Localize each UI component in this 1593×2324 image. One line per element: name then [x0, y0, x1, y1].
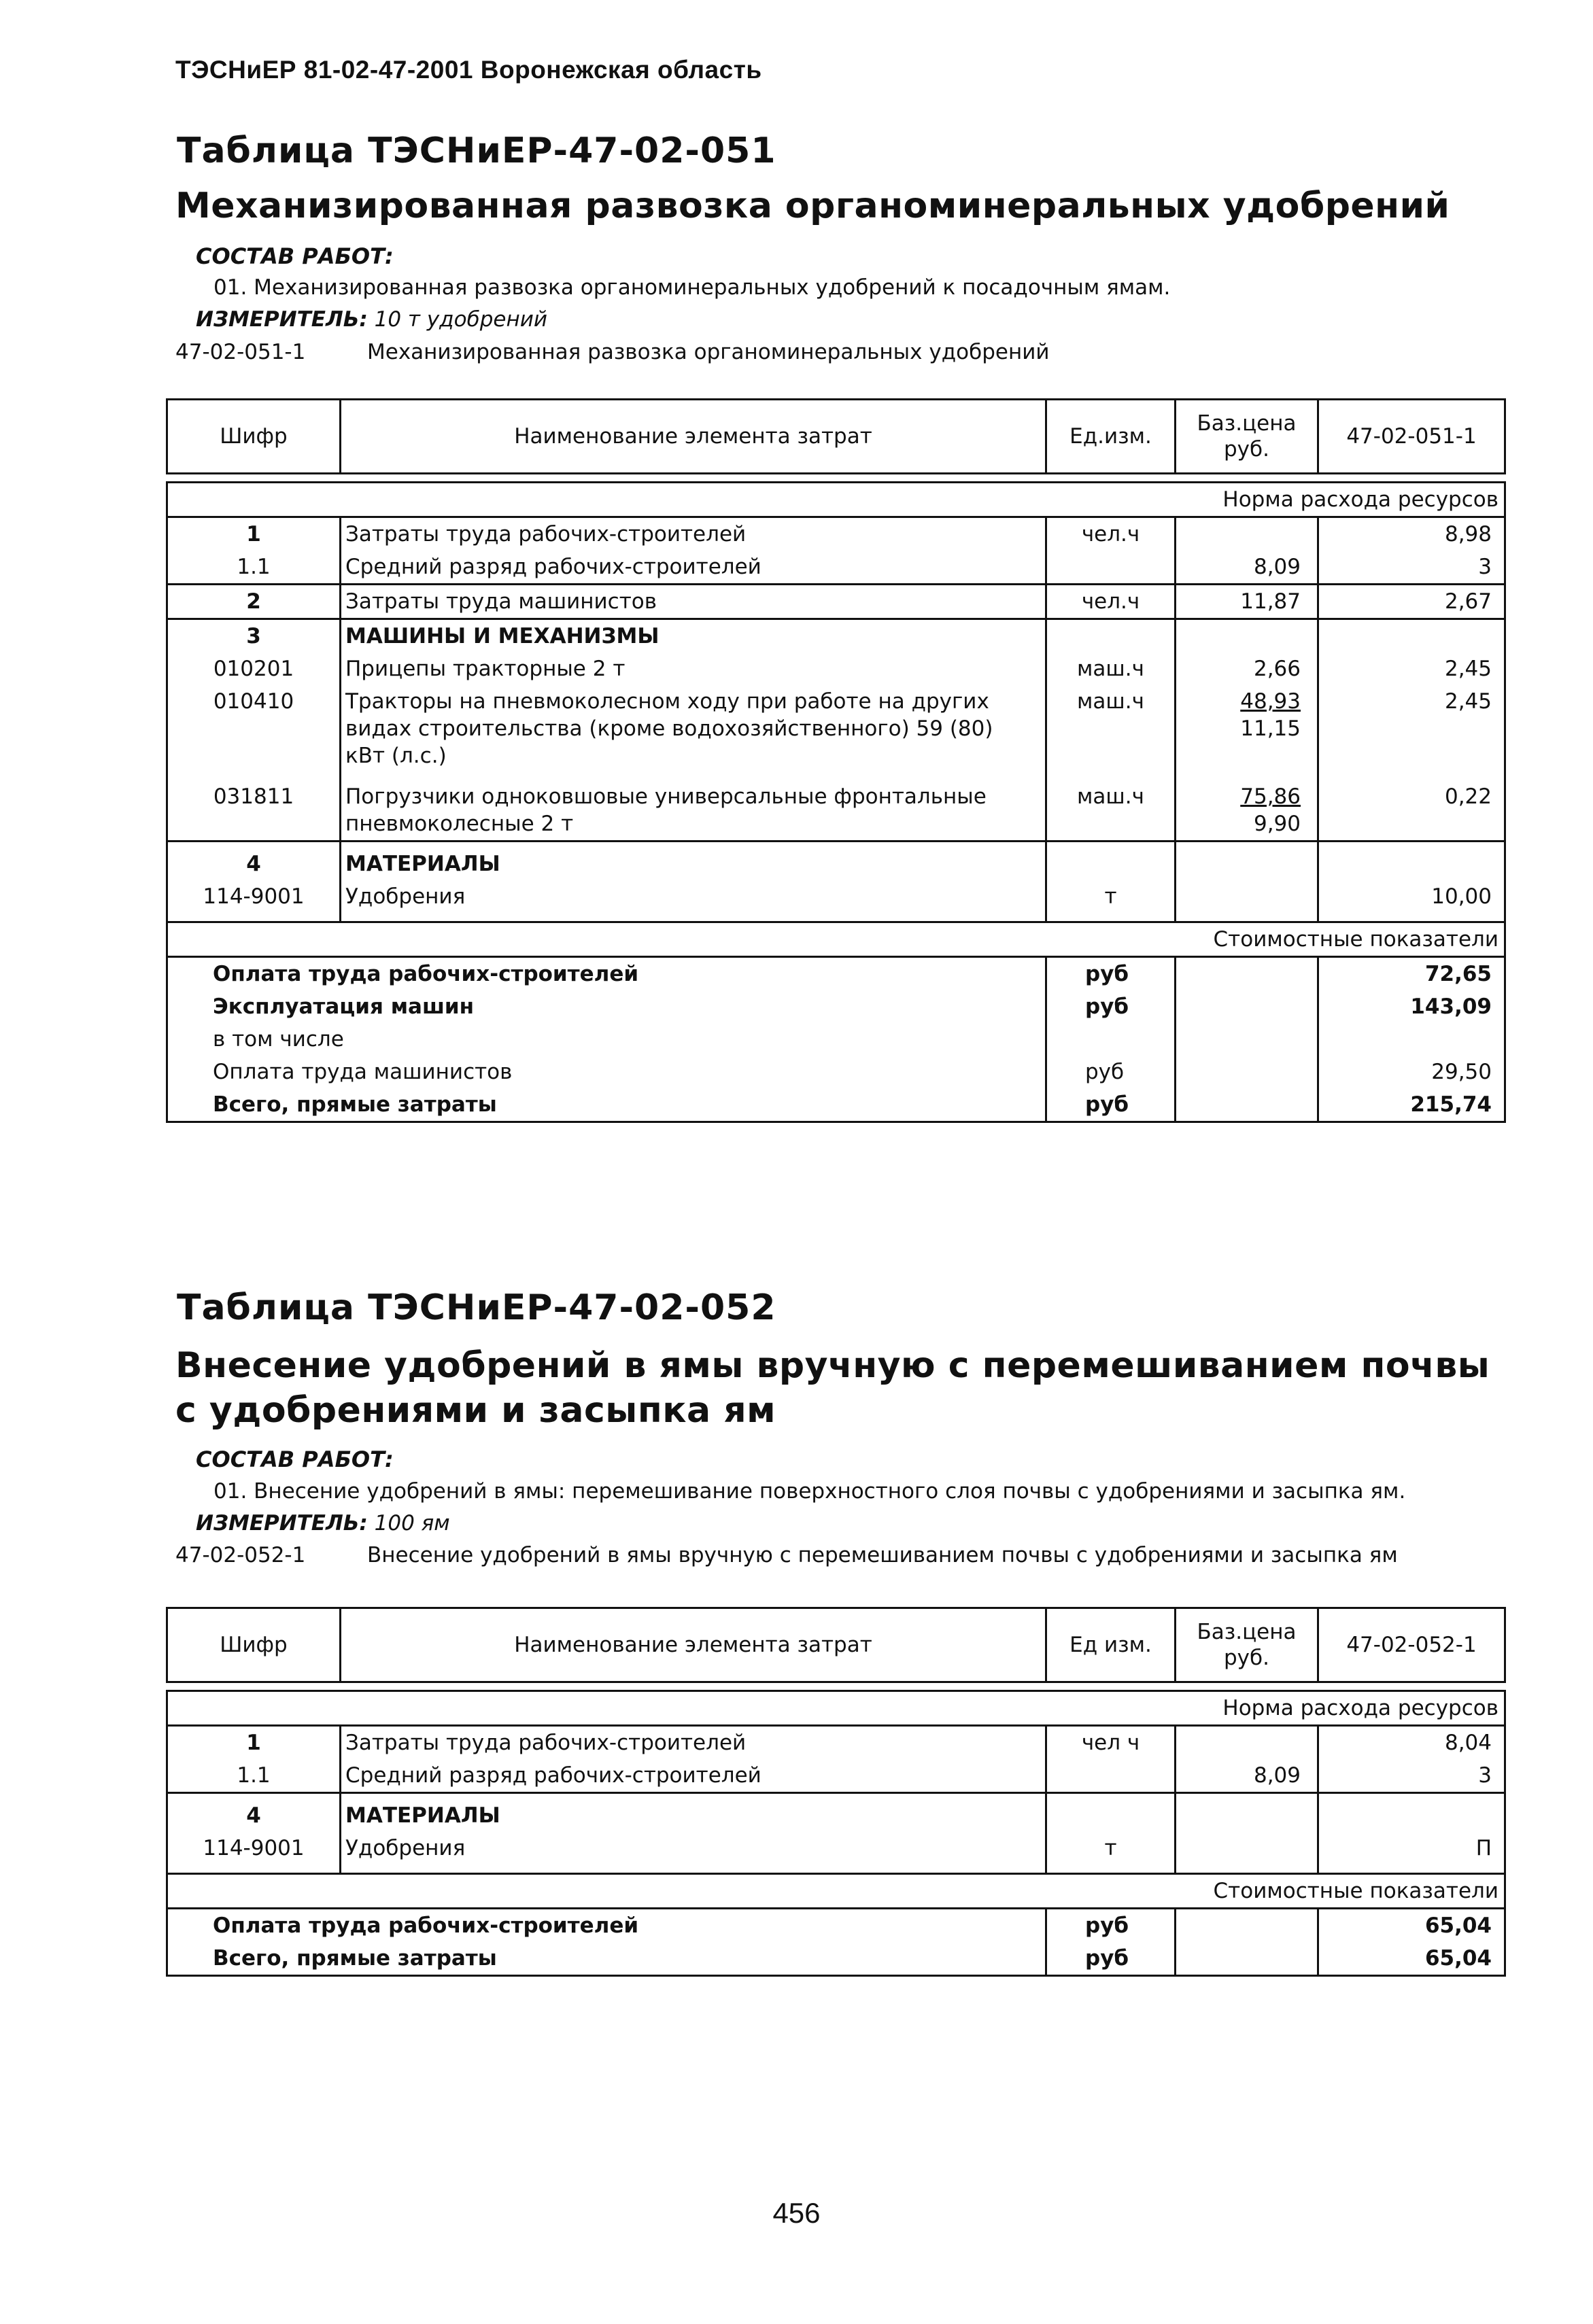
summary-unit: руб — [1046, 957, 1176, 991]
table-header-row — [167, 400, 1505, 474]
row-code: 010201 — [167, 653, 341, 685]
summary-label: Всего, прямые затраты — [167, 1942, 1046, 1976]
summary-row — [167, 990, 1505, 1023]
row-code: 114-9001 — [167, 1832, 341, 1874]
row-name: МАТЕРИАЛЫ — [341, 842, 1046, 881]
row-unit: т — [1046, 880, 1176, 922]
table-row — [167, 772, 1505, 842]
header-shifr: Шифр — [167, 1608, 341, 1682]
row-value: 2,67 — [1318, 585, 1505, 619]
measure-label: ИЗМЕРИТЕЛЬ: — [196, 1511, 368, 1536]
norm-band-row — [167, 483, 1505, 517]
work-item: 01. Механизированная развозка органоминеральных удобрений к посадочным ямам. — [213, 275, 1171, 300]
header-col: 47-02-052-1 — [1318, 1608, 1505, 1682]
row-name: Затраты труда рабочих-строителей — [341, 1726, 1046, 1760]
summary-unit — [1046, 1023, 1176, 1056]
summary-unit: руб — [1046, 1909, 1176, 1943]
work-item: 01. Внесение удобрений в ямы: перемешивание поверхностного слоя почвы с удобрениями и засыпка ям. — [213, 1479, 1406, 1504]
row-name: МАШИНЫ И МЕХАНИЗМЫ — [341, 619, 1046, 653]
row-name: Затраты труда машинистов — [341, 585, 1046, 619]
row-price — [1176, 1793, 1318, 1833]
table-row — [167, 842, 1505, 881]
row-name: Затраты труда рабочих-строителей — [341, 517, 1046, 551]
table-title: Таблица ТЭСНиЕР-47-02-052 — [177, 1287, 776, 1328]
row-name: Средний разряд рабочих-строителей — [341, 1759, 1046, 1793]
row-price — [1176, 517, 1318, 551]
summary-label: Оплата труда машинистов — [167, 1056, 1046, 1088]
table-title: Таблица ТЭСНиЕР-47-02-051 — [177, 131, 776, 171]
row-unit: чел.ч — [1046, 585, 1176, 619]
row-price: 8,09 — [1176, 551, 1318, 585]
row-value: 2,45 — [1318, 653, 1505, 685]
row-code: 1.1 — [167, 1759, 341, 1793]
cost-band-row — [167, 922, 1505, 957]
measure-line — [196, 1511, 450, 1536]
measure-value: 100 ям — [374, 1511, 450, 1536]
row-name: Удобрения — [341, 1832, 1046, 1874]
gap-row — [167, 1682, 1505, 1691]
measure-label: ИЗМЕРИТЕЛЬ: — [196, 307, 368, 332]
row-unit: т — [1046, 1832, 1176, 1874]
norm-band: Норма расхода ресурсов — [1176, 483, 1505, 517]
norm-table — [166, 398, 1506, 1123]
summary-value: 29,50 — [1318, 1056, 1505, 1088]
row-code: 1.1 — [167, 551, 341, 585]
summary-value — [1318, 1023, 1505, 1056]
table-row — [167, 653, 1505, 685]
row-unit — [1046, 1759, 1176, 1793]
table-subtitle: Внесение удобрений в ямы вручную с перемешиванием почвы с удобрениями и засыпка ям — [175, 1345, 1490, 1431]
row-value — [1318, 1793, 1505, 1833]
header-price: Баз.цена руб. — [1176, 400, 1318, 474]
table-row — [167, 880, 1505, 922]
gap-row — [167, 474, 1505, 483]
code-line-desc: Внесение удобрений в ямы вручную с перемешиванием почвы с удобрениями и засыпка ям — [367, 1543, 1398, 1567]
row-code: 3 — [167, 619, 341, 653]
summary-unit: руб — [1046, 1056, 1176, 1088]
summary-unit: руб — [1046, 1942, 1176, 1976]
header-name: Наименование элемента затрат — [341, 1608, 1046, 1682]
row-value: 3 — [1318, 1759, 1505, 1793]
header-unit: Ед.изм. — [1046, 400, 1176, 474]
summary-unit: руб — [1046, 990, 1176, 1023]
table-row — [167, 1793, 1505, 1833]
table-row — [167, 517, 1505, 551]
summary-value: 65,04 — [1318, 1942, 1505, 1976]
code-line-code: 47-02-052-1 — [175, 1543, 306, 1567]
row-value — [1318, 842, 1505, 881]
row-price: 48,93 11,15 — [1176, 685, 1318, 772]
row-unit — [1046, 1793, 1176, 1833]
row-value — [1318, 619, 1505, 653]
row-name: Удобрения — [341, 880, 1046, 922]
table-row — [167, 1759, 1505, 1793]
summary-value: 143,09 — [1318, 990, 1505, 1023]
summary-row — [167, 1909, 1505, 1943]
summary-label: Оплата труда рабочих-строителей — [167, 1909, 1046, 1943]
table-row — [167, 619, 1505, 653]
row-code: 4 — [167, 1793, 341, 1833]
code-line — [175, 340, 1050, 364]
row-value: П — [1318, 1832, 1505, 1874]
norm-band-row — [167, 1691, 1505, 1726]
row-value: 10,00 — [1318, 880, 1505, 922]
row-value: 3 — [1318, 551, 1505, 585]
table-row — [167, 1726, 1505, 1760]
table-header-row — [167, 1608, 1505, 1682]
table-row — [167, 1832, 1505, 1874]
row-unit: чел ч — [1046, 1726, 1176, 1760]
summary-label: Оплата труда рабочих-строителей — [167, 957, 1046, 991]
summary-row — [167, 1023, 1505, 1056]
row-name: Средний разряд рабочих-строителей — [341, 551, 1046, 585]
row-name: Тракторы на пневмоколесном ходу при работе на других видах строительства (кроме водохозяйственного) 59 (80) кВт (л.с.) — [341, 685, 1046, 772]
row-code: 4 — [167, 842, 341, 881]
code-line-desc: Механизированная развозка органоминеральных удобрений — [367, 340, 1050, 364]
row-price — [1176, 619, 1318, 653]
row-code: 2 — [167, 585, 341, 619]
row-price: 11,87 — [1176, 585, 1318, 619]
code-line-code: 47-02-051-1 — [175, 340, 306, 364]
row-unit — [1046, 619, 1176, 653]
row-price — [1176, 1726, 1318, 1760]
row-unit: чел.ч — [1046, 517, 1176, 551]
running-head: ТЭСНиЕР 81-02-47-2001 Воронежская область — [175, 56, 762, 84]
header-shifr: Шифр — [167, 400, 341, 474]
row-price: 2,66 — [1176, 653, 1318, 685]
cost-band: Стоимостные показатели — [1176, 1874, 1505, 1909]
header-col: 47-02-051-1 — [1318, 400, 1505, 474]
row-value: 2,45 — [1318, 685, 1505, 772]
summary-label: Эксплуатация машин — [167, 990, 1046, 1023]
summary-label: в том числе — [167, 1023, 1046, 1056]
row-price — [1176, 1832, 1318, 1874]
summary-unit: руб — [1046, 1088, 1176, 1122]
row-code: 114-9001 — [167, 880, 341, 922]
cost-band: Стоимостные показатели — [1176, 922, 1505, 957]
table-row — [167, 551, 1505, 585]
summary-row — [167, 957, 1505, 991]
row-unit: маш.ч — [1046, 772, 1176, 842]
measure-line — [196, 307, 547, 332]
row-name: Погрузчики одноковшовые универсальные фронтальные пневмоколесные 2 т — [341, 772, 1046, 842]
row-unit — [1046, 551, 1176, 585]
row-code: 1 — [167, 1726, 341, 1760]
norm-table — [166, 1607, 1506, 1977]
row-price: 8,09 — [1176, 1759, 1318, 1793]
row-price — [1176, 880, 1318, 922]
summary-row — [167, 1056, 1505, 1088]
sostav-label: СОСТАВ РАБОТ: — [196, 1446, 394, 1472]
header-unit: Ед изм. — [1046, 1608, 1176, 1682]
table-row — [167, 685, 1505, 772]
row-value: 8,98 — [1318, 517, 1505, 551]
cost-band-row — [167, 1874, 1505, 1909]
row-unit — [1046, 842, 1176, 881]
header-price: Баз.цена руб. — [1176, 1608, 1318, 1682]
table-row — [167, 585, 1505, 619]
measure-value: 10 т удобрений — [374, 307, 548, 332]
summary-value: 65,04 — [1318, 1909, 1505, 1943]
row-code: 031811 — [167, 772, 341, 842]
summary-label: Всего, прямые затраты — [167, 1088, 1046, 1122]
summary-row — [167, 1942, 1505, 1976]
norm-band: Норма расхода ресурсов — [1176, 1691, 1505, 1726]
sostav-label: СОСТАВ РАБОТ: — [196, 243, 394, 269]
table-subtitle: Механизированная развозка органоминеральных удобрений — [175, 186, 1450, 226]
summary-value: 215,74 — [1318, 1088, 1505, 1122]
row-name: Прицепы тракторные 2 т — [341, 653, 1046, 685]
header-name: Наименование элемента затрат — [341, 400, 1046, 474]
row-value: 0,22 — [1318, 772, 1505, 842]
row-value: 8,04 — [1318, 1726, 1505, 1760]
summary-row — [167, 1088, 1505, 1122]
row-price: 75,86 9,90 — [1176, 772, 1318, 842]
code-line — [175, 1543, 1398, 1567]
summary-value: 72,65 — [1318, 957, 1505, 991]
row-code: 010410 — [167, 685, 341, 772]
row-price — [1176, 842, 1318, 881]
row-unit: маш.ч — [1046, 653, 1176, 685]
row-code: 1 — [167, 517, 341, 551]
page-number: 456 — [772, 2197, 821, 2229]
row-name: МАТЕРИАЛЫ — [341, 1793, 1046, 1833]
row-unit: маш.ч — [1046, 685, 1176, 772]
